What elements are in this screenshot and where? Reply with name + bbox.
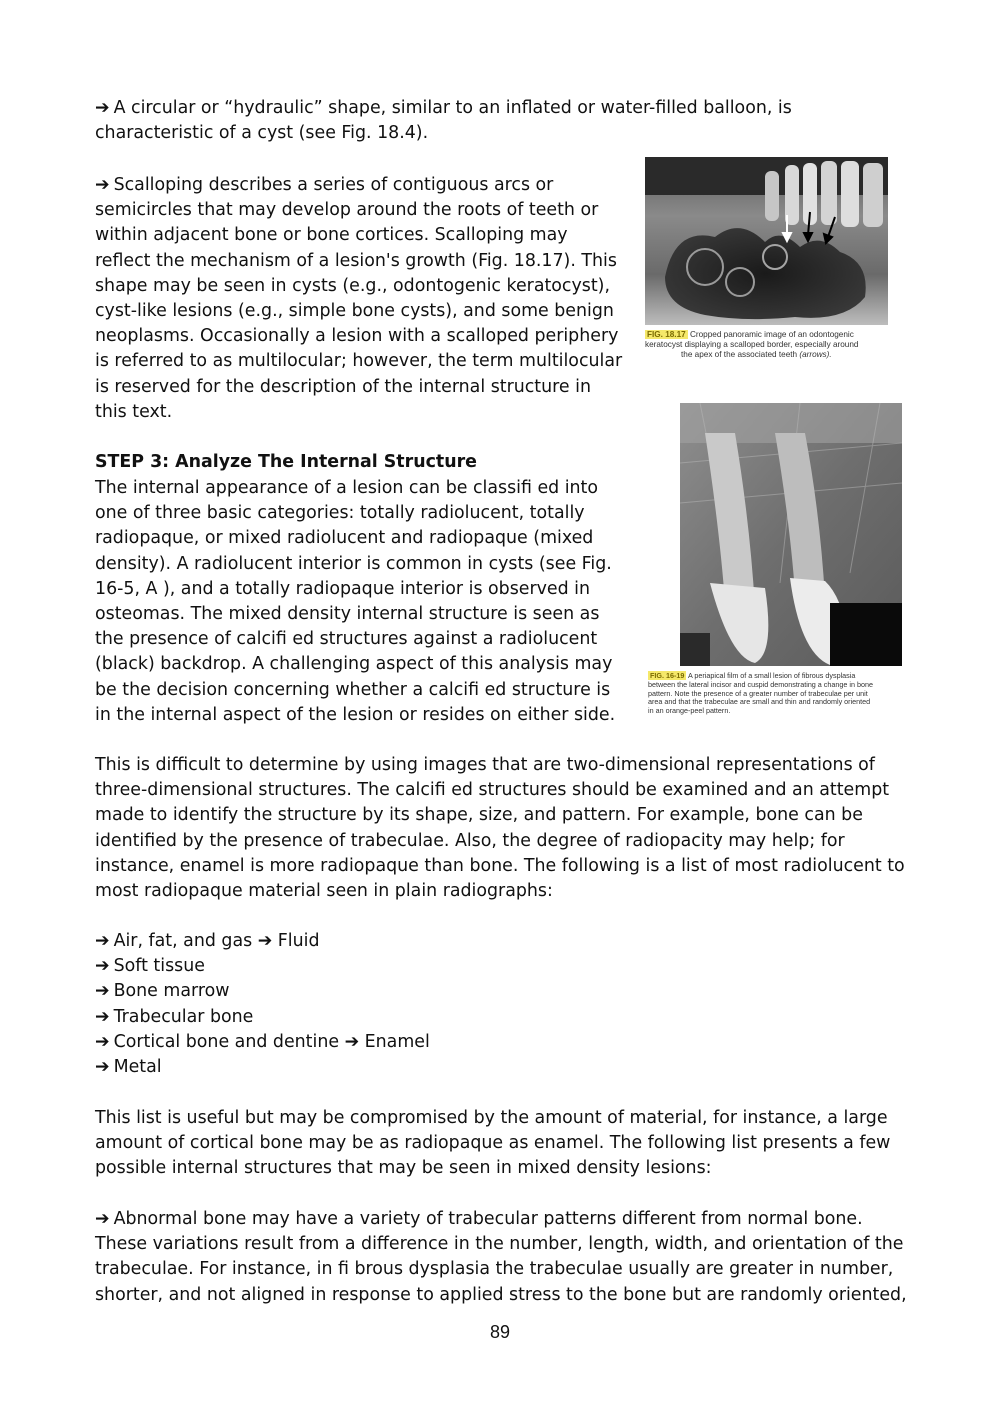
arrow-bullet-icon: ➔ xyxy=(95,175,110,195)
figure-16-19-caption: FIG. 16-19 A periapical film of a small lesion of fibrous dysplasia between the lateral incisor and cuspid demonstrating a change in bone pattern. Note the presence of a greater number of trabeculae per unit area and that the trabeculae are small and thin and randomly oriented in an orange-peel pattern. xyxy=(648,671,873,716)
paragraph-text: A circular or “hydraulic” shape, similar to an inflated or water-filled balloon, is characteristic of a cyst (see Fig. 18.4). xyxy=(95,98,792,144)
panoramic-radiograph-figure xyxy=(645,157,888,325)
arrow-bullet-icon: ➔ xyxy=(95,1057,110,1078)
paragraph-scalloping xyxy=(95,173,623,425)
paragraph-hydraulic-shape xyxy=(95,96,915,146)
arrow-bullet-icon: ➔ xyxy=(95,98,110,118)
periapical-radiograph-figure xyxy=(680,403,902,666)
paragraph-abnormal-bone xyxy=(95,1207,915,1308)
list-item: ➔ Trabecular bone xyxy=(95,1006,254,1027)
figure-label: FIG. 16-19 xyxy=(650,671,685,680)
step3-heading: STEP 3: Analyze The Internal Structure xyxy=(95,452,477,472)
figure-18-17-caption: FIG. 18.17 Cropped panoramic image of an odontogenic keratocyst displaying a scalloped border, especially around the apex of the associated teeth (arrows). xyxy=(645,330,859,359)
radiopacity-list xyxy=(95,929,915,1080)
paragraph-two-dimensional: This is difficult to determine by using images that are two-dimensional representations of three-dimensional structures. The calcifi ed structures should be examined and an attempt made to identify the structure by its shape, size, and pattern. For example, bone can be identified by the presence of trabeculae. Also, the degree of radiopacity may help; for instance, enamel is more radiopaque than bone. The following is a list of most radiolucent to most radiopaque material seen in plain radiographs: xyxy=(95,755,905,902)
list-item: ➔ Cortical bone and dentine ➔ Enamel xyxy=(95,1031,430,1052)
arrow-bullet-icon: ➔ xyxy=(95,1209,110,1229)
paragraph-list-useful: This list is useful but may be compromised by the amount of material, for instance, a large amount of cortical bone may be as radiopaque as enamel. The following list presents a few possible internal structures that may be seen in mixed density lesions: xyxy=(95,1108,891,1179)
arrow-bullet-icon: ➔ xyxy=(95,981,110,1002)
paragraph-text: Abnormal bone may have a variety of trabecular patterns different from normal bone. These variations result from a difference in the number, length, width, and orientation of the trabeculae. For instance, in fi brous dysplasia the trabeculae usually are greater in number, shorter, and not aligned in response to applied stress to the bone but are randomly oriented, xyxy=(95,1209,907,1305)
list-item: ➔ Bone marrow xyxy=(95,981,230,1002)
figure-label: FIG. 18.17 xyxy=(647,330,686,339)
list-item: ➔ Air, fat, and gas ➔ Fluid xyxy=(95,931,320,951)
arrow-bullet-icon: ➔ xyxy=(95,956,110,977)
arrow-bullet-icon: ➔ xyxy=(95,931,110,951)
arrow-bullet-icon: ➔ xyxy=(95,1006,110,1027)
list-item: ➔ Soft tissue xyxy=(95,956,205,977)
paragraph-text: Scalloping describes a series of contiguous arcs or semicircles that may develop around the roots of teeth or within adjacent bone or bone cortices. Scalloping may reflect the mechanism of a lesion's growth (Fig. 18.17). This shape may be seen in cysts (e.g., odontogenic keratocyst), cyst-like lesions (e.g., simple bone cysts), and some benign neoplasms. Occasionally a lesion with a scalloped periphery is referred to as multilocular; however, the term multilocular is reserved for the description of the internal structure in this text. xyxy=(95,175,623,422)
periapical-radiograph-image xyxy=(680,403,902,666)
paragraph-internal-structure: The internal appearance of a lesion can be classifi ed into one of three basic categories: totally radiolucent, totally radiopaque, or mixed radiolucent and radiopaque (mixed density). A radiolucent interior is common in cysts (see Fig. 16-5, A ), and a totally radiopaque interior is observed in osteomas. The mixed density internal structure is seen as the presence of calcifi ed structures against a radiolucent (black) backdrop. A challenging aspect of this analysis may be the decision concerning whether a calcifi ed structure is in the internal aspect of the lesion or resides on either side. xyxy=(95,478,616,725)
arrow-bullet-icon: ➔ xyxy=(95,1031,110,1052)
page-number: 89 xyxy=(489,1322,511,1342)
panoramic-radiograph-image xyxy=(645,157,888,325)
list-item: ➔ Metal xyxy=(95,1057,162,1078)
